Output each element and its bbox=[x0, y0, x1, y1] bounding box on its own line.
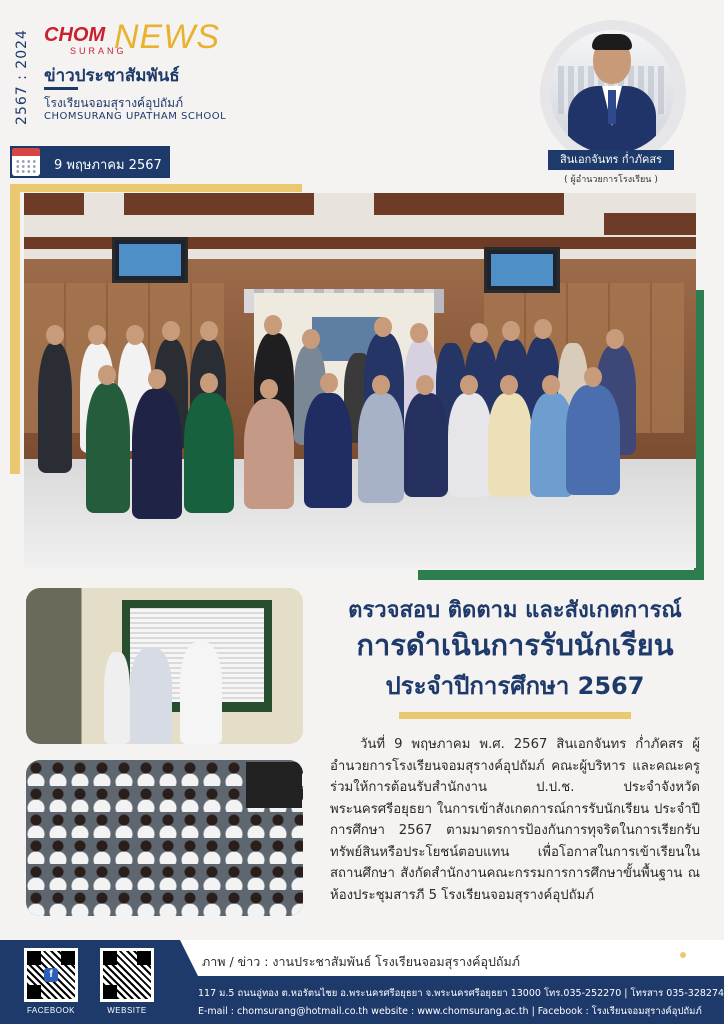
school-name-en: CHOMSURANG UPATHAM SCHOOL bbox=[44, 111, 227, 122]
headline-divider bbox=[399, 712, 631, 719]
brand-chom: CHOM bbox=[44, 24, 106, 46]
director-name: สินเอกจันทร ก่ำภัคสร bbox=[548, 150, 674, 170]
headline-line-2: การดำเนินการรับนักเรียน bbox=[356, 628, 674, 662]
date-text: 9 พฤษภาคม 2567 bbox=[54, 158, 162, 173]
calendar-icon bbox=[12, 148, 40, 176]
title-divider bbox=[44, 87, 78, 90]
main-group-photo bbox=[24, 193, 696, 568]
headline-line-1: ตรวจสอบ ติดตาม และสังเกตการณ์ bbox=[348, 598, 682, 623]
article-body: วันที่ 9 พฤษภาคม พ.ศ. 2567 สินเอกจันทร ก่ำภัคสร ผู้อำนวยการโรงเรียนจอมสุรางค์อุปถัมภ์ คณะผู้บริหาร และคณะครู ร่วมให้การต้อนรับสำนักงาน ป.ป.ช. ประจำจังหวัดพระนครศรีอยุธยา ในการเข้าสังเกตการณ์การรับนักเรียน ประจำปีการศึกษา 2567 ตามมาตรการป้องกันการทุจริตในการเรียกรับทรัพย์สินหรือประโยชน์ตอบแทน เพื่อโอกาสในการเข้าเรียนในสถานศึกษา สังกัดสำนักงานคณะกรรมการการศึกษาขั้นพื้นฐาน ณ ห้องประชุมสารภี 5 โรงเรียนจอมสุรางค์อุปถัมภ์ bbox=[330, 737, 700, 903]
credit-box bbox=[180, 944, 724, 976]
accent-bar-yellow bbox=[10, 184, 302, 192]
school-name-th: โรงเรียนจอมสุรางค์อุปถัมภ์ bbox=[44, 96, 183, 110]
brand-news: NEWS bbox=[114, 18, 220, 56]
footer-address: 117 ม.5 ถนนอู่ทอง ต.หอรัตนไชย อ.พระนครศรีอยุธยา จ.พระนครศรีอยุธยา 13000 โทร.035-252270 | โทรสาร 035-328274 bbox=[198, 988, 724, 999]
photo-students-crowd bbox=[26, 760, 303, 916]
date-bar bbox=[10, 146, 170, 178]
photo-notice-board bbox=[26, 588, 303, 744]
accent-bar-green bbox=[418, 570, 704, 580]
facebook-qr-label: FACEBOOK bbox=[26, 1006, 75, 1015]
director-role: ( ผู้อำนวยการโรงเรียน ) bbox=[564, 175, 658, 185]
website-qr-label: WEBSITE bbox=[107, 1006, 147, 1015]
headline-line-3: ประจำปีการศึกษา 2567 bbox=[385, 672, 645, 700]
year-label bbox=[4, 22, 40, 132]
brand-surang: SURANG bbox=[70, 46, 127, 56]
director-photo bbox=[550, 30, 674, 154]
footer-contact: E-mail : chomsurang@hotmail.co.th website : www.chomsurang.ac.th | Facebook : โรงเรียนจอมสุรางค์อุปถัมภ์ bbox=[198, 1006, 702, 1017]
website-qr-code[interactable] bbox=[100, 948, 154, 1002]
credit-dot bbox=[680, 952, 686, 958]
facebook-qr-code[interactable] bbox=[24, 948, 78, 1002]
page-title: ข่าวประชาสัมพันธ์ bbox=[44, 66, 180, 86]
facebook-icon: f bbox=[44, 968, 58, 982]
accent-bar-yellow-side bbox=[10, 184, 20, 474]
credit-text: ภาพ / ข่าว : งานประชาสัมพันธ์ โรงเรียนจอมสุรางค์อุปถัมภ์ bbox=[202, 954, 520, 969]
year-text: 2567 : 2024 bbox=[14, 29, 30, 125]
